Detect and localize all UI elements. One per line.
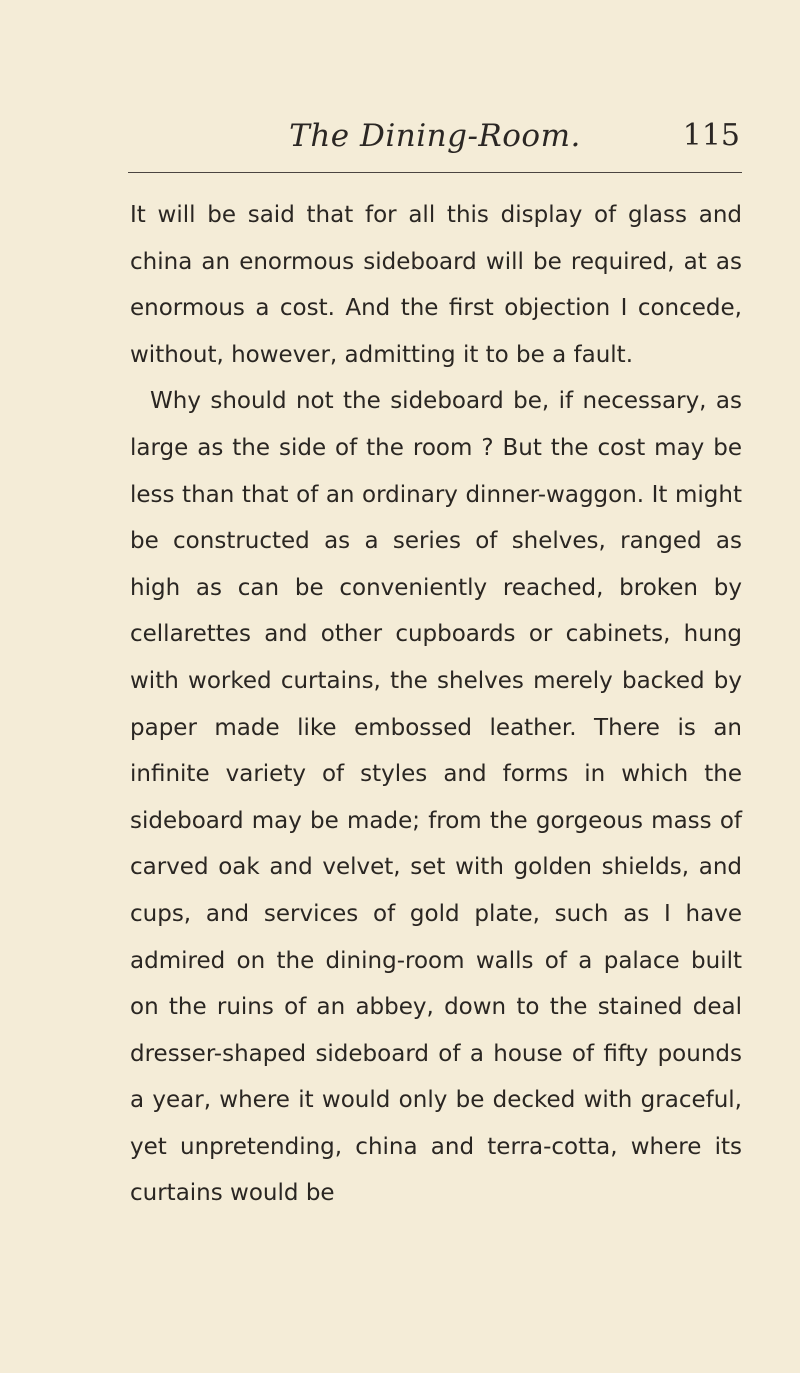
paragraph: It will be said that for all this display of glass and china an enormous sideboard will be required, at as enormous a cost. And the first objection I concede, without, however, admitting it to be a fault. [130,202,742,368]
running-head [130,118,740,162]
page-number: 115 [682,118,740,153]
chapter-title: The Dining-Room. [289,118,581,154]
body-text [130,192,742,1217]
header-rule [128,172,742,173]
paragraph: Why should not the sideboard be, if necessary, as large as the side of the room ? But the cost may be less than that of an ordinary dinner-waggon. It might be constructed as a series of shelves, ranged as high as can be conveniently reached, broken by cellarettes and other cupboards or cabinets, hung with worked curtains, the shelves merely backed by paper made like embossed leather. There is an infinite variety of styles and forms in which the sideboard may be made; from the gorgeous mass of carved oak and velvet, set with golden shields, and cups, and services of gold plate, such as I have admired on the dining-room walls of a palace built on the ruins of an abbey, down to the stained deal dresser-shaped sideboard of a house of fifty pounds a year, where it would only be decked with graceful, yet unpretending, china and terra-cotta, where its curtains would be [130,388,742,1207]
